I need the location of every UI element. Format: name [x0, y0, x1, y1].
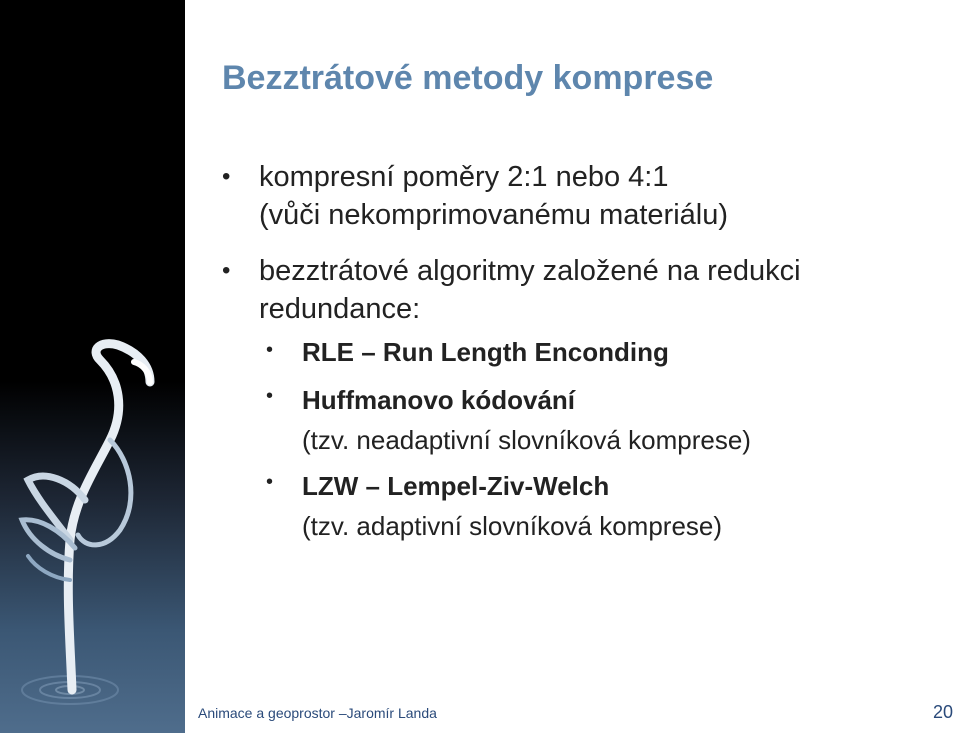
sub-bullet-label: Huffmanovo kódování: [302, 385, 576, 415]
bullet-icon: •: [266, 385, 274, 407]
footer-author: Animace a geoprostor –Jaromír Landa: [198, 705, 437, 721]
sub-bullet-note: (tzv. adaptivní slovníková komprese): [302, 511, 723, 541]
sub-bullet-note: (tzv. neadaptivní slovníková komprese): [302, 425, 751, 455]
sub-bullet-label: RLE – Run Length Enconding: [302, 337, 669, 367]
slide-number: 20: [932, 702, 953, 722]
bullet-icon: •: [266, 471, 274, 493]
sub-bullet-list: [266, 332, 942, 544]
bullet-text: bezztrátové algoritmy založené na redukci: [259, 255, 801, 287]
bullet-icon: •: [222, 163, 231, 190]
bullet-text: kompresní poměry 2:1 nebo 4:1: [259, 161, 669, 193]
bullet-item-compression-ratio: [222, 158, 942, 234]
bullet-item-algorithms: [222, 252, 942, 328]
bullet-text-continued: redundance:: [259, 293, 421, 325]
bullet-icon: •: [222, 257, 231, 284]
slide-title: Bezztrátové metody komprese: [222, 59, 714, 97]
sidebar-decoration: [0, 0, 185, 733]
bullet-text-continued: (vůči nekomprimovanému materiálu): [259, 199, 728, 231]
flamingo-logo-icon: [0, 0, 185, 733]
bullet-icon: •: [266, 339, 274, 361]
sub-bullet-label: LZW – Lempel-Ziv-Welch: [302, 471, 610, 501]
bullet-list: [222, 158, 942, 550]
sub-bullet-item: [266, 332, 942, 372]
sub-bullet-item: [266, 464, 942, 544]
sub-bullet-item: [266, 378, 942, 458]
